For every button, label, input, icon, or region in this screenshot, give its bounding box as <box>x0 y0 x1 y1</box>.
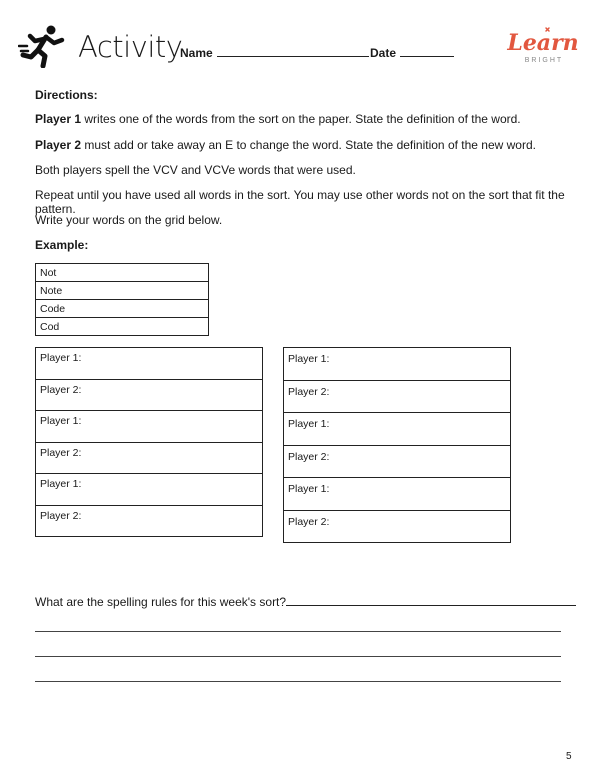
logo-main-text: Learn <box>507 30 579 56</box>
spelling-rules-question <box>35 594 576 609</box>
word-grid-left <box>35 347 263 537</box>
question-text: What are the spelling rules for this week's sort? <box>35 595 287 609</box>
player1-label: Player 1 <box>35 112 82 126</box>
date-label: Date <box>370 46 397 60</box>
grid-cell[interactable]: Player 2: <box>284 511 510 544</box>
player2-text: must add or take away an E to change the word. State the definition of the new word. <box>81 138 536 152</box>
directions-player1 <box>35 112 521 126</box>
example-table <box>35 263 209 336</box>
answer-line[interactable] <box>35 656 561 657</box>
grid-cell[interactable]: Player 1: <box>36 411 262 443</box>
name-field[interactable] <box>180 45 369 60</box>
directions-heading: Directions: <box>35 88 98 102</box>
grid-cell[interactable]: Player 2: <box>36 506 262 538</box>
example-word: Code <box>36 300 209 318</box>
grid-cell[interactable]: Player 2: <box>36 380 262 412</box>
page-number: 5 <box>566 751 572 762</box>
answer-line[interactable] <box>35 631 561 632</box>
example-word: Not <box>36 264 209 282</box>
date-field[interactable] <box>370 45 454 60</box>
name-label: Name <box>180 46 213 60</box>
grid-cell[interactable]: Player 2: <box>284 446 510 479</box>
directions-line5: Write your words on the grid below. <box>35 213 223 227</box>
logo-sub-text: BRIGHT <box>524 57 564 64</box>
grid-cell[interactable]: Player 1: <box>36 474 262 506</box>
answer-line[interactable] <box>35 681 561 682</box>
date-line[interactable] <box>400 45 454 57</box>
directions-line3: Both players spell the VCV and VCVe words that were used. <box>35 163 356 177</box>
answer-line[interactable] <box>286 594 576 606</box>
learn-bright-logo <box>502 23 584 71</box>
grid-cell[interactable]: Player 1: <box>284 413 510 446</box>
grid-cell[interactable]: Player 1: <box>36 348 262 380</box>
player2-label: Player 2 <box>35 138 82 152</box>
directions-line4: Repeat until you have used all words in the sort. You may use other words not on the sort that fit the pattern. <box>35 188 565 216</box>
grid-cell[interactable]: Player 1: <box>284 348 510 381</box>
name-line[interactable] <box>217 45 369 57</box>
grid-cell[interactable]: Player 1: <box>284 478 510 511</box>
word-grid-right <box>283 347 511 543</box>
player1-text: writes one of the words from the sort on the paper. State the definition of the word. <box>81 112 521 126</box>
page-title: Activity <box>78 30 183 64</box>
example-word: Cod <box>36 318 209 336</box>
grid-cell[interactable]: Player 2: <box>284 381 510 414</box>
example-word: Note <box>36 282 209 300</box>
example-heading: Example: <box>35 238 89 252</box>
grid-cell[interactable]: Player 2: <box>36 443 262 475</box>
running-person-icon <box>18 24 68 68</box>
directions-player2 <box>35 138 536 152</box>
